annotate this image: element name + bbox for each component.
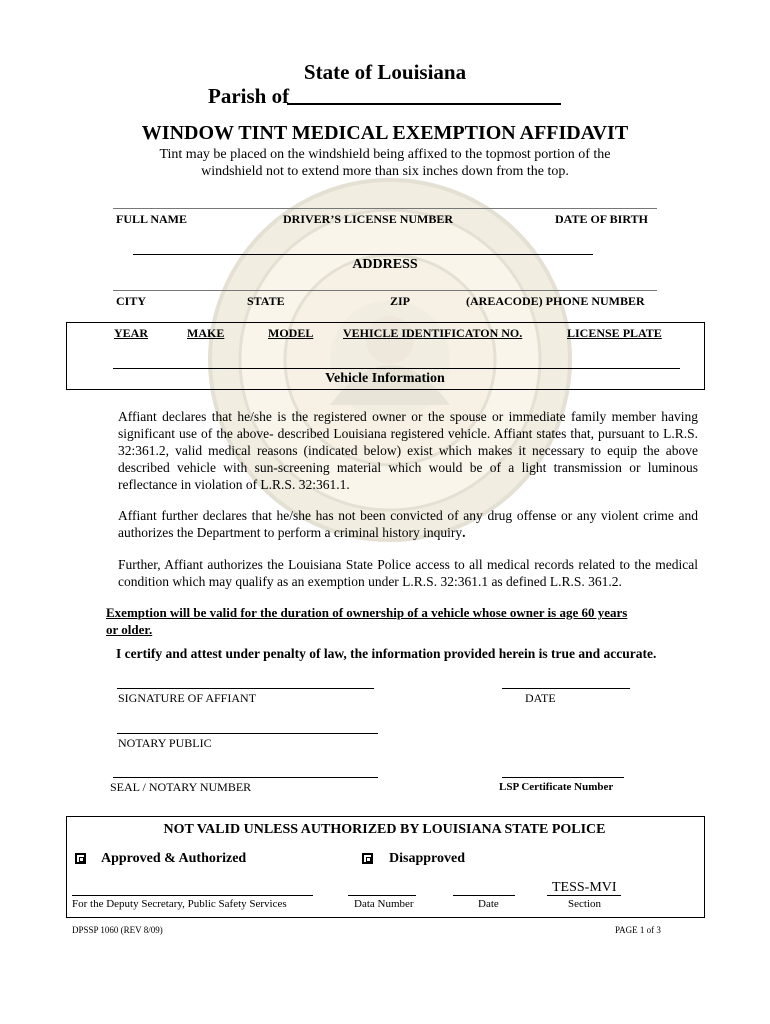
lsp-certificate-line[interactable] [502,777,624,778]
deputy-signature-line[interactable] [72,895,313,896]
data-number-label: Data Number [354,898,414,910]
parish-label: Parish of [208,84,290,108]
name-field-line[interactable] [113,208,657,209]
make-label: MAKE [187,326,225,340]
address-label: ADDRESS [352,257,418,272]
vehicle-info-caption: Vehicle Information [325,371,445,386]
section-line[interactable] [547,895,621,896]
city-label: CITY [116,294,147,308]
form-number: DPSSP 1060 (REV 8/09) [72,925,163,935]
medical-records-paragraph: Further, Affiant authorizes the Louisiana State Police access to all medical records related to the medical condition which may qualify as an exemption under L.R.S. 32:361.1 as defined L.R.S. 361.2. [118,557,698,589]
criminal-history-period: . [462,525,466,540]
year-label: YEAR [114,326,149,340]
section-label: Section [568,898,601,910]
notary-public-label: NOTARY PUBLIC [118,736,212,750]
phone-label: (AREACODE) PHONE NUMBER [466,294,645,308]
full-name-label: FULL NAME [116,212,188,226]
subtitle-line2: windshield not to extend more than six inches down from the top. [201,164,569,179]
zip-label: ZIP [390,294,411,308]
model-label: MODEL [268,326,314,340]
affiant-date-line[interactable] [502,688,630,689]
parish-field[interactable] [287,103,561,105]
disapproved-label: Disapproved [389,851,465,866]
certify-statement: I certify and attest under penalty of law, the information provided herein is true and accurate. [116,646,657,661]
data-number-line[interactable] [348,895,416,896]
affiant-declaration-paragraph: Affiant declares that he/she is the registered owner or the spouse or immediate family member having significant use of the above- described Louisiana registered vehicle. Affiant states that, pursuant to L.R.S. 32:361.2, valid medical reasons (indicated below) exist which makes it necessary to equip the above described vehicle with sun-screening material which would be of a light transmission or luminous reflectance in violation of L.R.S. 32:361.1. [118,409,698,492]
city-field-line[interactable] [113,290,657,291]
vin-label: VEHICLE IDENTIFICATON NO. [343,326,523,340]
official-date-label: Date [478,898,499,910]
state-label: STATE [247,294,285,308]
criminal-history-paragraph [118,507,698,541]
affiant-signature-label: SIGNATURE OF AFFIANT [118,691,257,705]
page-number: PAGE 1 of 3 [615,925,661,935]
lsp-certificate-label: LSP Certificate Number [499,781,614,793]
plate-label: LICENSE PLATE [567,326,662,340]
vehicle-field-line[interactable] [113,368,680,369]
state-heading: State of Louisiana [303,60,467,84]
section-value: TESS-MVI [552,880,617,895]
official-heading: NOT VALID UNLESS AUTHORIZED BY LOUISIANA STATE POLICE [163,822,606,837]
approved-checkbox[interactable] [75,853,86,864]
form-title: WINDOW TINT MEDICAL EXEMPTION AFFIDAVIT [141,122,629,144]
deputy-label: For the Deputy Secretary, Public Safety Services [72,898,287,910]
affiant-signature-line[interactable] [117,688,374,689]
subtitle-line1: Tint may be placed on the windshield being affixed to the topmost portion of the [159,147,611,162]
exemption-note-line1: Exemption will be valid for the duration of ownership of a vehicle whose owner is age 60 years [106,605,628,620]
official-date-line[interactable] [453,895,515,896]
affiant-date-label: DATE [525,691,556,705]
criminal-history-text: Affiant further declares that he/she has not been convicted of any drug offense or any violent crime and authorizes the Department to perform a criminal history inquiry [118,508,698,540]
drivers-license-label: DRIVER’S LICENSE NUMBER [283,212,454,226]
seal-notary-label: SEAL / NOTARY NUMBER [110,780,252,794]
address-field-line[interactable] [133,254,593,255]
seal-notary-line[interactable] [113,777,378,778]
approved-label: Approved & Authorized [101,851,247,866]
notary-signature-line[interactable] [117,733,378,734]
dob-label: DATE OF BIRTH [555,212,648,226]
disapproved-checkbox[interactable] [362,853,373,864]
exemption-note-line2: or older. [106,622,153,637]
